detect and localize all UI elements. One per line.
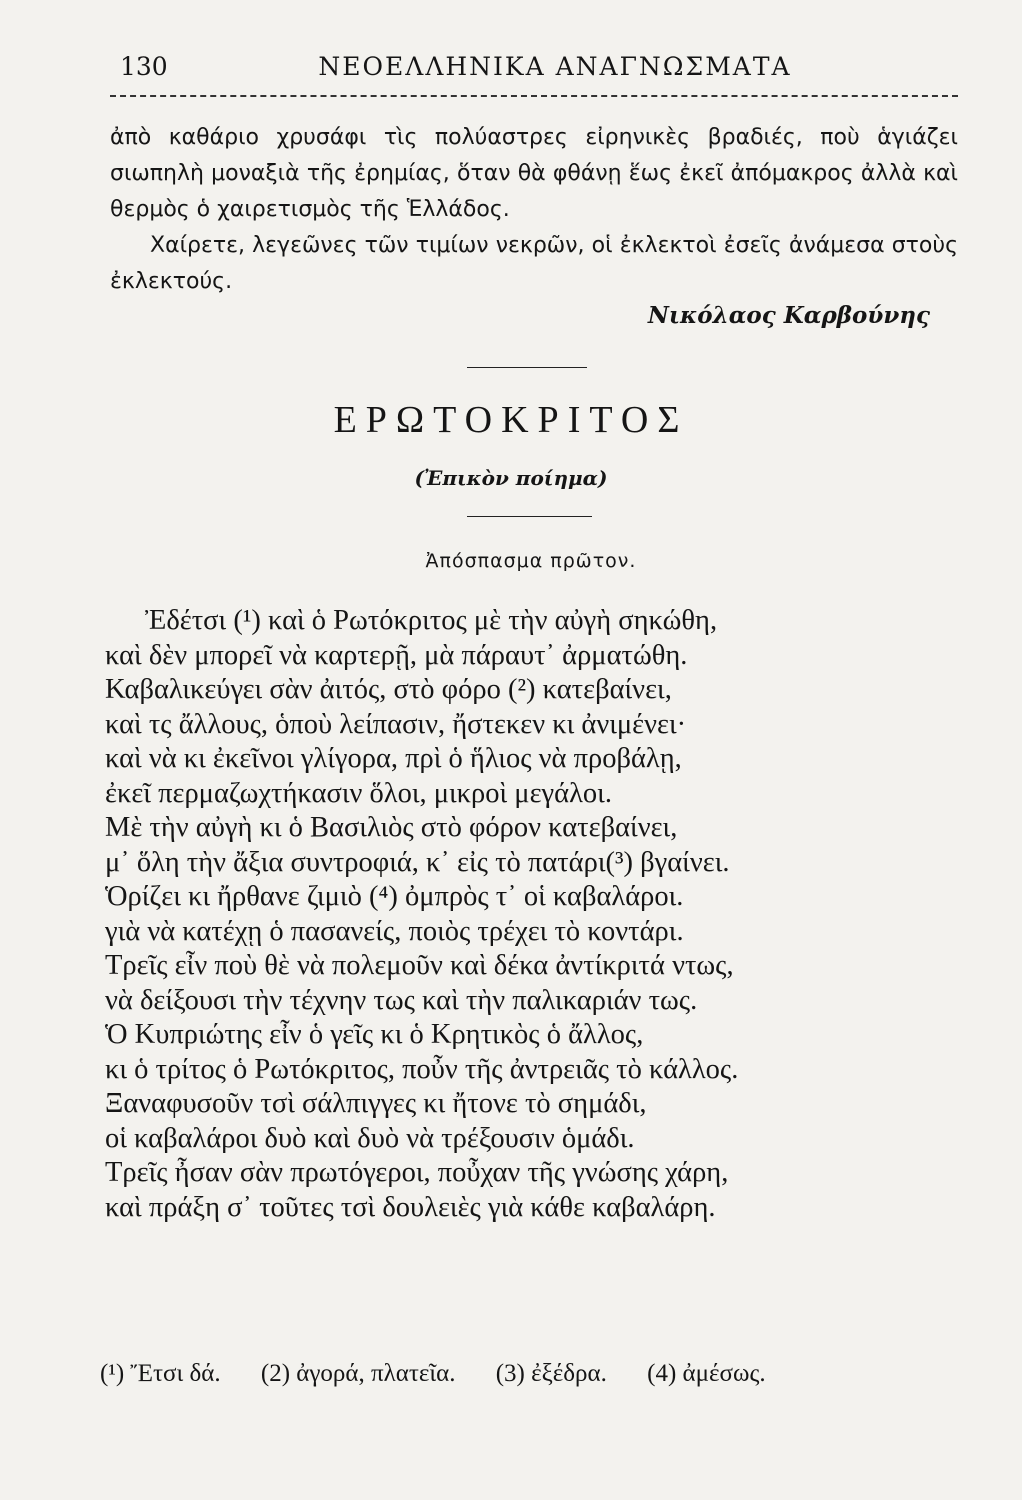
section-divider [467, 367, 587, 368]
verse-line: Τρεῖς εἶν ποὺ θὲ νὰ πολεμοῦν καὶ δέκα ἀντίκριτά ντως, [105, 950, 734, 981]
verse-line: Ἐδέτσι (¹) καὶ ὁ Ρωτόκριτος μὲ τὴν αὐγὴ σηκώθη, [145, 605, 718, 636]
verse-line: Τρεῖς ἦσαν σὰν πρωτόγεροι, ποὖχαν τῆς γνώσης χάρη, [105, 1157, 729, 1188]
verse-line: Ὁρίζει κι ἤρθανε ζιμιὸ (⁴) ὀμπρὸς τ᾿ οἱ καβαλάροι. [105, 881, 684, 912]
verse-line: νὰ δείξουσι τὴν τέχνην τως καὶ τὴν παλικαριάν τως. [105, 984, 698, 1016]
verse-line: γιὰ νὰ κατέχῃ ὁ πασανείς, ποιὸς τρέχει τὸ κοντάρι. [105, 915, 684, 947]
verse-line: μ᾿ ὅλη τὴν ἄξια συντροφιά, κ᾿ εἰς τὸ πατάρι(³) βγαίνει. [105, 846, 730, 878]
excerpt-label: Ἀπόσπασμα πρῶτον. [425, 550, 637, 572]
verse-line: Μὲ τὴν αὐγὴ κι ὁ Βασιλιὸς στὸ φόρον κατεβαίνει, [105, 812, 678, 843]
verse-line: ἐκεῖ περμαζωχτήκασιν ὅλοι, μικροὶ μεγάλοι. [105, 777, 612, 809]
page-number: 130 [120, 52, 168, 81]
poem-verses [105, 604, 965, 1225]
running-title: ΝΕΟΕΛΛΗΝΙΚΑ ΑΝΑΓΝΩΣΜΑΤΑ [318, 52, 792, 81]
verse-line: καὶ νὰ κι ἐκεῖνοι γλίγορα, πρὶ ὁ ἥλιος νὰ προβάλῃ, [105, 743, 682, 774]
prose-paragraph: Χαίρετε, λεγεῶνες τῶν τιμίων νεκρῶν, οἱ ἐκλεκτοὶ ἐσεῖς ἀνάμεσα στοὺς ἐκλεκτούς. [110, 233, 958, 294]
header-rule [110, 95, 958, 97]
verse-line: Καβαλικεύγει σὰν ἀιτός, στὸ φόρο (²) κατεβαίνει, [105, 674, 672, 705]
verse-line: Ὁ Κυπριώτης εἶν ὁ γεῖς κι ὁ Κρητικὸς ὁ ἄλλος, [105, 1019, 644, 1050]
prose-section [110, 120, 958, 300]
verse-line: οἱ καβαλάροι δυὸ καὶ δυὸ νὰ τρέξουσιν ὁμάδι. [105, 1122, 635, 1154]
section-divider [467, 516, 592, 517]
footnote: (2) ἀγορά, πλατεῖα. [260, 1360, 456, 1387]
footnote: (3) ἐξέδρα. [495, 1360, 607, 1387]
page-header [110, 52, 960, 92]
footnotes [100, 1360, 950, 1388]
footnote: (¹) Ἔτσι δά. [100, 1360, 221, 1387]
footnote: (4) ἀμέσως. [647, 1360, 766, 1387]
author-signature: Νικόλαος Καρβούνης [647, 302, 930, 329]
prose-paragraph: ἀπὸ καθάριο χρυσάφι τὶς πολύαστρες εἰρηνικὲς βραδιές, ποὺ ἁγιάζει σιωπηλὴ μοναξιὰ τῆς ἐρημίας, ὅταν θὰ φθάνῃ ἕως ἐκεῖ ἀπόμακρος ἀλλὰ καὶ θερμὸς ὁ χαιρετισμὸς τῆς Ἑλλάδος. [110, 125, 958, 222]
verse-line: καὶ δὲν μπορεῖ νὰ καρτερῇ, μὰ πάραυτ᾿ ἀρματώθη. [105, 639, 688, 671]
verse-line: Ξαναφυσοῦν τσὶ σάλπιγγες κι ἤτονε τὸ σημάδι, [105, 1088, 647, 1119]
poem-subtitle: (Ἐπικὸν ποίημα) [414, 466, 608, 490]
verse-line: κι ὁ τρίτος ὁ Ρωτόκριτος, ποὖν τῆς ἀντρειᾶς τὸ κάλλος. [105, 1053, 739, 1085]
poem-title: ΕΡΩΤΟΚΡΙΤΟΣ [333, 399, 689, 441]
verse-line: καὶ τς ἄλλους, ὁποὺ λείπασιν, ἤστεκεν κι ἀνιμένει· [105, 708, 687, 740]
verse-line: καὶ πράξη σ᾿ τοῦτες τσὶ δουλειὲς γιὰ κάθε καβαλάρη. [105, 1191, 716, 1223]
